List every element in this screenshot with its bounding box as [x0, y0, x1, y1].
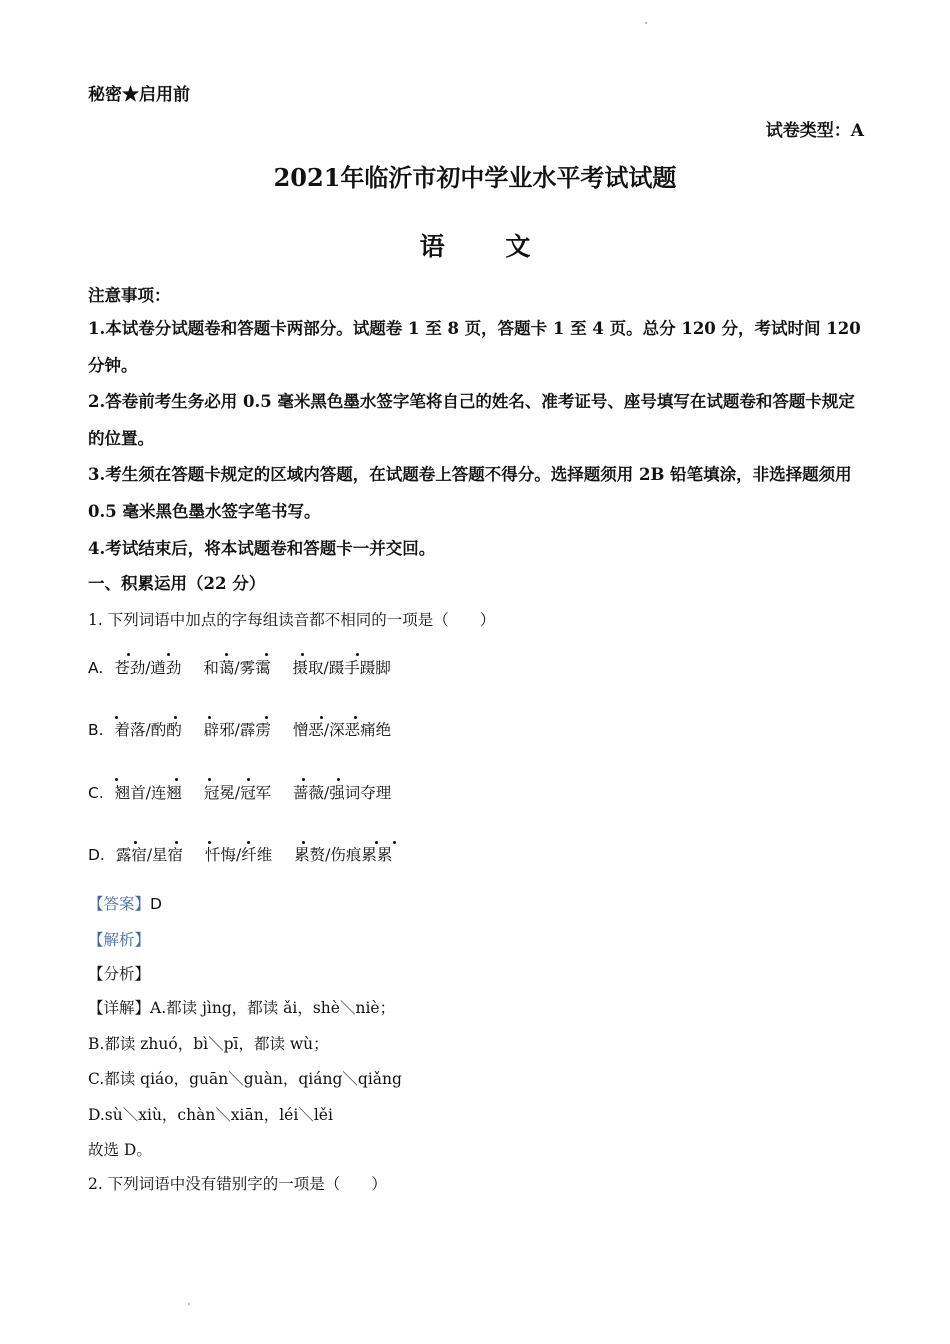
analysis-label: 【解析】 — [88, 931, 151, 949]
emphasis-dot — [337, 778, 340, 781]
emphasis-dot — [393, 841, 396, 844]
option-group: 冠冕/冠军 — [203, 784, 272, 802]
emphasis-dot — [115, 778, 118, 781]
option-group: 露宿/星宿 — [115, 846, 184, 864]
notice-item-1: 1.本试卷分试题卷和答题卡两部分。试题卷 1 至 8 页，答题卡 1 至 4 页。总分 120 分，考试时间 120 分钟。 — [88, 319, 861, 375]
emphasis-dot — [127, 653, 130, 656]
emphasis-dot — [208, 841, 211, 844]
emphasis-dot — [265, 716, 268, 719]
emphasis-dot — [208, 778, 211, 781]
notice-heading: 注意事项： — [88, 286, 171, 305]
emphasis-dot — [354, 716, 357, 719]
analysis-sub-label: 【分析】 — [88, 965, 151, 983]
answer-value: D — [150, 895, 162, 913]
notice-item-3: 3.考生须在答题卡规定的区域内答题，在试题卷上答题不得分。选择题须用 2B 铅笔填涂，非选择题须用 0.5 毫米黑色墨水签字笔书写。 — [88, 465, 852, 521]
detail-text: A.都读 jìng，都读 ǎi，shè＼niè； — [150, 999, 396, 1017]
emphasis-dot — [134, 841, 137, 844]
option-letter: D. — [88, 846, 105, 864]
scan-speck — [188, 1303, 190, 1305]
answer-line — [88, 892, 162, 914]
option-group: 和蔼/雾霭 — [203, 659, 271, 677]
emphasis-dot — [265, 653, 268, 656]
question-2-stem: 2. 下列词语中没有错别字的一项是（ ） — [88, 1175, 387, 1193]
subject-title: 语 文 — [419, 232, 557, 261]
option-letter: C. — [88, 784, 104, 802]
detail-line-d: D.sù＼xiù，chàn＼xiān，léi＼lěi — [88, 1106, 333, 1124]
detail-line-c: C.都读 qiáo，guān＼guàn，qiáng＼qiǎng — [88, 1070, 402, 1088]
detail-line-a — [88, 996, 395, 1018]
option-letter: B. — [88, 721, 104, 739]
option-group: 摄取/蹑手蹑脚 — [292, 659, 391, 677]
emphasis-dot — [375, 841, 378, 844]
emphasis-dot — [208, 716, 211, 719]
emphasis-dot — [115, 716, 118, 719]
paper-type-label: 试卷类型：A — [765, 121, 864, 141]
option-b — [88, 718, 408, 740]
question-1-stem: 1. 下列词语中加点的字每组读音都不相同的一项是（ ） — [88, 611, 496, 629]
emphasis-dot — [302, 778, 305, 781]
notice-item-2: 2.答卷前考生务必用 0.5 毫米黑色墨水签字笔将自己的姓名、准考证号、座号填写在试题卷和答题卡规定的位置。 — [88, 392, 855, 448]
emphasis-dot — [167, 653, 170, 656]
option-letter: A. — [88, 659, 104, 677]
emphasis-dot — [247, 841, 250, 844]
option-group: 累赘/伤痕累累 — [294, 846, 393, 864]
confidential-label: 秘密★启用前 — [88, 85, 190, 105]
exam-title: 2021年临沂市初中学业水平考试试题 — [273, 163, 677, 192]
option-group: 翘首/连翘 — [114, 784, 182, 802]
emphasis-dot — [301, 653, 304, 656]
emphasis-dot — [175, 841, 178, 844]
option-c — [88, 781, 408, 803]
option-group: 蔷薇/强词夺理 — [293, 784, 392, 802]
option-group: 忏悔/纤维 — [204, 846, 273, 864]
answer-label: 【答案】 — [88, 895, 151, 913]
conclusion-line: 故选 D。 — [88, 1141, 152, 1159]
emphasis-dot — [302, 841, 305, 844]
emphasis-dot — [175, 778, 178, 781]
scan-speck — [645, 22, 647, 24]
option-group: 辟邪/霹雳 — [203, 721, 271, 739]
emphasis-dot — [320, 716, 323, 719]
detail-line-b: B.都读 zhuó，bì＼pī，都读 wù； — [88, 1035, 329, 1053]
detail-label: 【详解】 — [88, 999, 151, 1017]
emphasis-dot — [174, 716, 177, 719]
emphasis-dot — [247, 778, 250, 781]
option-d — [88, 843, 409, 865]
option-group: 苍劲/遒劲 — [114, 659, 182, 677]
emphasis-dot — [356, 653, 359, 656]
option-a — [88, 656, 408, 678]
emphasis-dot — [225, 653, 228, 656]
notice-item-4: 4.考试结束后，将本试题卷和答题卡一并交回。 — [88, 539, 436, 558]
section-heading: 一、积累运用（22 分） — [88, 574, 266, 593]
option-group: 憎恶/深恶痛绝 — [292, 721, 392, 739]
option-group: 着落/酌酌 — [114, 721, 182, 739]
